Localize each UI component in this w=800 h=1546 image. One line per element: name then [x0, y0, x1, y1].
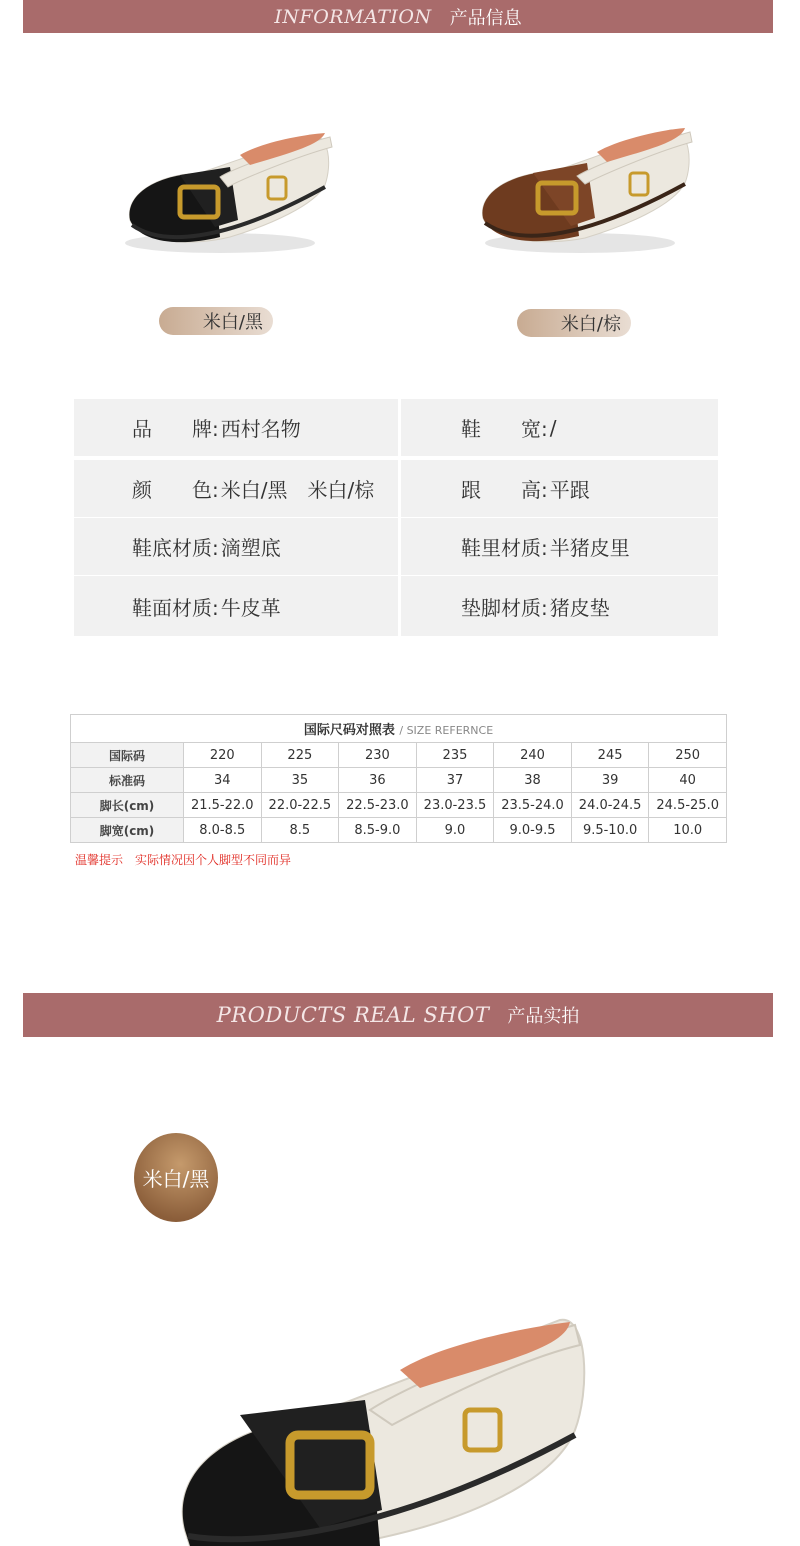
spec-value: 半猪皮里 [549, 536, 630, 560]
size-table-title-cell [71, 715, 727, 743]
size-cell: 245 [571, 743, 649, 768]
size-table-header-row [71, 715, 727, 743]
size-cell: 35 [261, 768, 339, 793]
size-row [71, 793, 727, 818]
spec-value: 滴塑底 [220, 536, 281, 560]
size-cell: 21.5-22.0 [184, 793, 262, 818]
spec-label: 品 牌: [132, 417, 219, 441]
real-shot-banner [23, 993, 773, 1037]
size-cell: 34 [184, 768, 262, 793]
spec-cell [74, 576, 398, 636]
size-row-label: 脚长(cm) [71, 793, 184, 818]
size-table-subtitle: / SIZE REFERNCE [399, 724, 494, 737]
size-cell: 37 [416, 768, 494, 793]
size-row [71, 818, 727, 843]
size-cell: 9.0 [416, 818, 494, 843]
size-note-prefix: 温馨提示 [75, 853, 124, 867]
size-note [75, 851, 303, 868]
spec-table [74, 399, 718, 636]
spec-label: 垫脚材质: [461, 595, 548, 620]
size-cell: 38 [494, 768, 572, 793]
size-cell: 24.5-25.0 [649, 793, 727, 818]
spec-cell [401, 399, 718, 456]
size-table-title: 国际尺码对照表 [303, 723, 395, 738]
size-cell: 235 [416, 743, 494, 768]
spec-cell [401, 576, 718, 636]
information-banner [23, 0, 773, 33]
spec-cell [401, 460, 718, 517]
spec-value: 西村名物 [220, 417, 301, 441]
color-badge-label: 米白/黑 [142, 1167, 210, 1191]
banner-title-cn: 产品实拍 [507, 1006, 580, 1027]
spec-value: 米白/黑 米白/棕 [220, 478, 375, 502]
size-cell: 10.0 [649, 818, 727, 843]
size-cell: 23.0-23.5 [416, 793, 494, 818]
size-note-text: 实际情况因个人脚型不同而异 [135, 853, 292, 867]
spec-label: 跟 高: [461, 478, 548, 502]
spec-cell [401, 518, 718, 575]
size-row [71, 743, 727, 768]
size-cell: 250 [649, 743, 727, 768]
spec-label: 颜 色: [132, 478, 219, 502]
size-cell: 23.5-24.0 [494, 793, 572, 818]
spec-value: 猪皮垫 [549, 595, 610, 620]
spec-cell [74, 518, 398, 575]
size-row-label: 标准码 [71, 768, 184, 793]
size-cell: 8.5-9.0 [339, 818, 417, 843]
size-cell: 22.5-23.0 [339, 793, 417, 818]
size-cell: 225 [261, 743, 339, 768]
size-cell: 240 [494, 743, 572, 768]
spec-value: 平跟 [549, 478, 590, 502]
color-tag-cream-black [159, 307, 273, 335]
spec-label: 鞋面材质: [132, 595, 219, 620]
size-cell: 9.5-10.0 [571, 818, 649, 843]
spec-label: 鞋底材质: [132, 536, 219, 560]
banner-title-en: PRODUCTS REAL SHOT [216, 1003, 490, 1027]
size-cell: 22.0-22.5 [261, 793, 339, 818]
size-cell: 40 [649, 768, 727, 793]
size-cell: 220 [184, 743, 262, 768]
size-row-label: 脚宽(cm) [71, 818, 184, 843]
color-tag-label: 米白/黑 [202, 312, 263, 333]
product-photo-large [170, 1300, 590, 1546]
size-cell: 9.0-9.5 [494, 818, 572, 843]
spec-cell [74, 460, 398, 517]
spec-cell [74, 399, 398, 456]
banner-title-en: INFORMATION [274, 5, 432, 28]
banner-title-cn: 产品信息 [449, 7, 522, 29]
size-cell: 230 [339, 743, 417, 768]
spec-row [74, 518, 718, 575]
size-row [71, 768, 727, 793]
color-tag-cream-brown [517, 309, 631, 337]
size-cell: 39 [571, 768, 649, 793]
spec-value: 牛皮革 [220, 595, 281, 620]
spec-label: 鞋 宽: [461, 417, 548, 441]
size-cell: 8.5 [261, 818, 339, 843]
spec-row [74, 460, 718, 517]
spec-row [74, 576, 718, 636]
color-tag-label: 米白/棕 [560, 314, 621, 335]
spec-row [74, 399, 718, 456]
spec-value: / [549, 415, 557, 440]
shoe-image-cream-brown [475, 118, 695, 258]
spec-label: 鞋里材质: [461, 536, 548, 560]
size-reference-table [70, 714, 727, 843]
color-badge-circle [134, 1133, 218, 1222]
size-cell: 36 [339, 768, 417, 793]
size-cell: 24.0-24.5 [571, 793, 649, 818]
size-cell: 8.0-8.5 [184, 818, 262, 843]
size-row-label: 国际码 [71, 743, 184, 768]
shoe-image-cream-black [120, 125, 335, 260]
